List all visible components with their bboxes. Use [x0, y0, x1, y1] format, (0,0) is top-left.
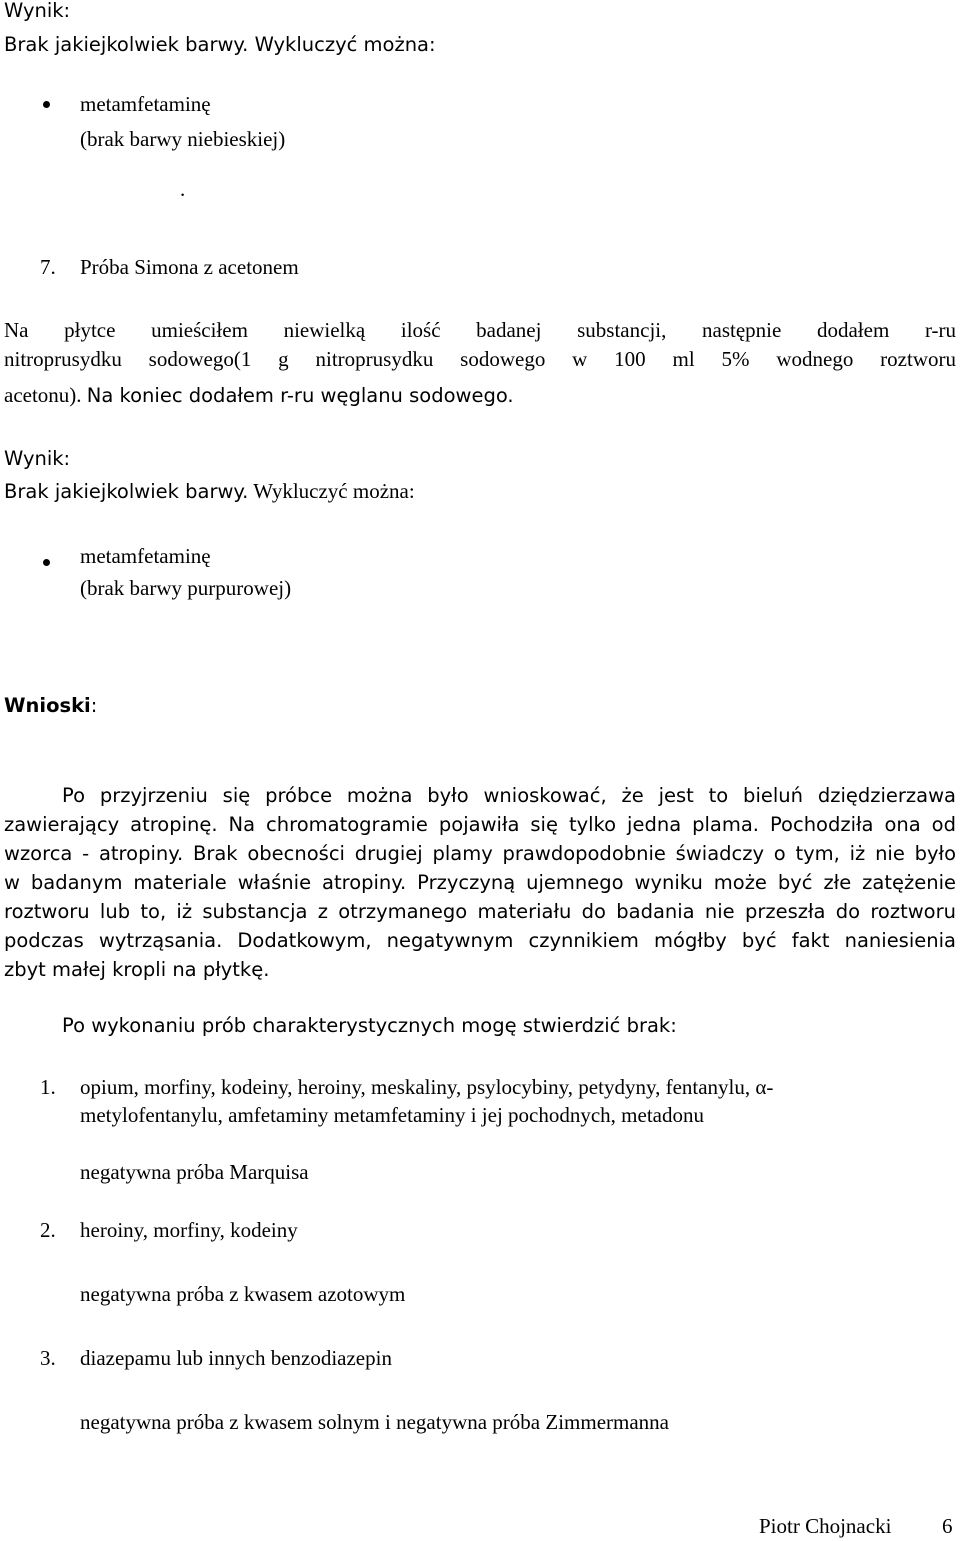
bullet-icon: [43, 559, 50, 566]
result-fragment: Wykluczyć można:: [253, 479, 415, 503]
paragraph-line: podczas wytrząsania. Dodatkowym, negatywnym czynnikiem mógłby być fakt naniesienia: [4, 929, 956, 952]
summary-line: Po wykonaniu prób charakterystycznych mogę stwierdzić brak:: [62, 1014, 677, 1037]
bullet-item-line: (brak barwy purpurowej): [80, 576, 292, 600]
paragraph-line: nitroprusydku sodowego(1 g nitroprusydku sodowego w 100 ml 5% wodnego roztworu: [4, 347, 956, 371]
page-number: 6: [942, 1514, 953, 1538]
paragraph-line: zbyt małej kropli na płytkę.: [4, 958, 270, 981]
list-number: 3.: [40, 1346, 56, 1370]
result-text: Brak jakiejkolwiek barwy. Wykluczyć można:: [4, 33, 436, 56]
result-label: Wynik:: [4, 447, 71, 470]
list-item-line: metylofentanylu, amfetaminy metamfetaminy i jej pochodnych, metadonu: [80, 1103, 704, 1127]
paragraph-fragment: acetonu).: [4, 383, 82, 407]
list-item-line: opium, morfiny, kodeiny, heroiny, meskaliny, psylocybiny, petydyny, fentanylu, α-: [80, 1075, 774, 1099]
result-label: Wynik:: [4, 0, 71, 22]
bullet-item-line: metamfetaminę: [80, 544, 211, 568]
list-item-note: negatywna próba Marquisa: [80, 1160, 309, 1184]
stray-dot: .: [180, 177, 186, 201]
paragraph-line: w badanym materiale właśnie atropiny. Przyczyną ujemnego wyniku może być złe zatężenie: [4, 871, 956, 894]
section-title: Próba Simona z acetonem: [80, 255, 299, 279]
list-item-note: negatywna próba z kwasem azotowym: [80, 1282, 406, 1306]
list-item-note: negatywna próba z kwasem solnym i negatywna próba Zimmermanna: [80, 1410, 669, 1434]
result-text: [4, 477, 415, 506]
paragraph-fragment: Na koniec dodałem r-ru węglanu sodowego.: [86, 384, 514, 407]
list-item-line: diazepamu lub innych benzodiazepin: [80, 1346, 392, 1370]
list-number: 1.: [40, 1075, 56, 1099]
paragraph-line: zawierający atropinę. Na chromatogramie pojawiła się tylko jedna plama. Pochodziła ona od: [4, 813, 956, 836]
bullet-item-line: metamfetaminę: [80, 92, 211, 116]
result-fragment: Brak jakiejkolwiek barwy.: [4, 480, 249, 503]
paragraph-line: Po przyjrzeniu się próbce można było wnioskować, że jest to bieluń dziędzierzawa: [62, 784, 956, 807]
bullet-item-line: (brak barwy niebieskiej): [80, 127, 286, 151]
paragraph-line: Na płytce umieściłem niewielką ilość badanej substancji, następnie dodałem r-ru: [4, 318, 956, 342]
paragraph-line: roztworu lub to, iż substancja z otrzymanego materiału do badania nie przeszła do roztworu: [4, 900, 956, 923]
paragraph-line: [4, 381, 514, 410]
section-number: 7.: [40, 255, 56, 279]
list-item-line: heroiny, morfiny, kodeiny: [80, 1218, 298, 1242]
list-number: 2.: [40, 1218, 56, 1242]
paragraph-line: wzorca - atropiny. Brak obecności drugiej plamy prawdopodobnie świadczy o tym, iż nie było: [4, 842, 956, 865]
footer-author: Piotr Chojnacki: [759, 1514, 892, 1538]
bullet-icon: [43, 101, 50, 108]
conclusions-heading: Wnioski:: [4, 694, 98, 717]
